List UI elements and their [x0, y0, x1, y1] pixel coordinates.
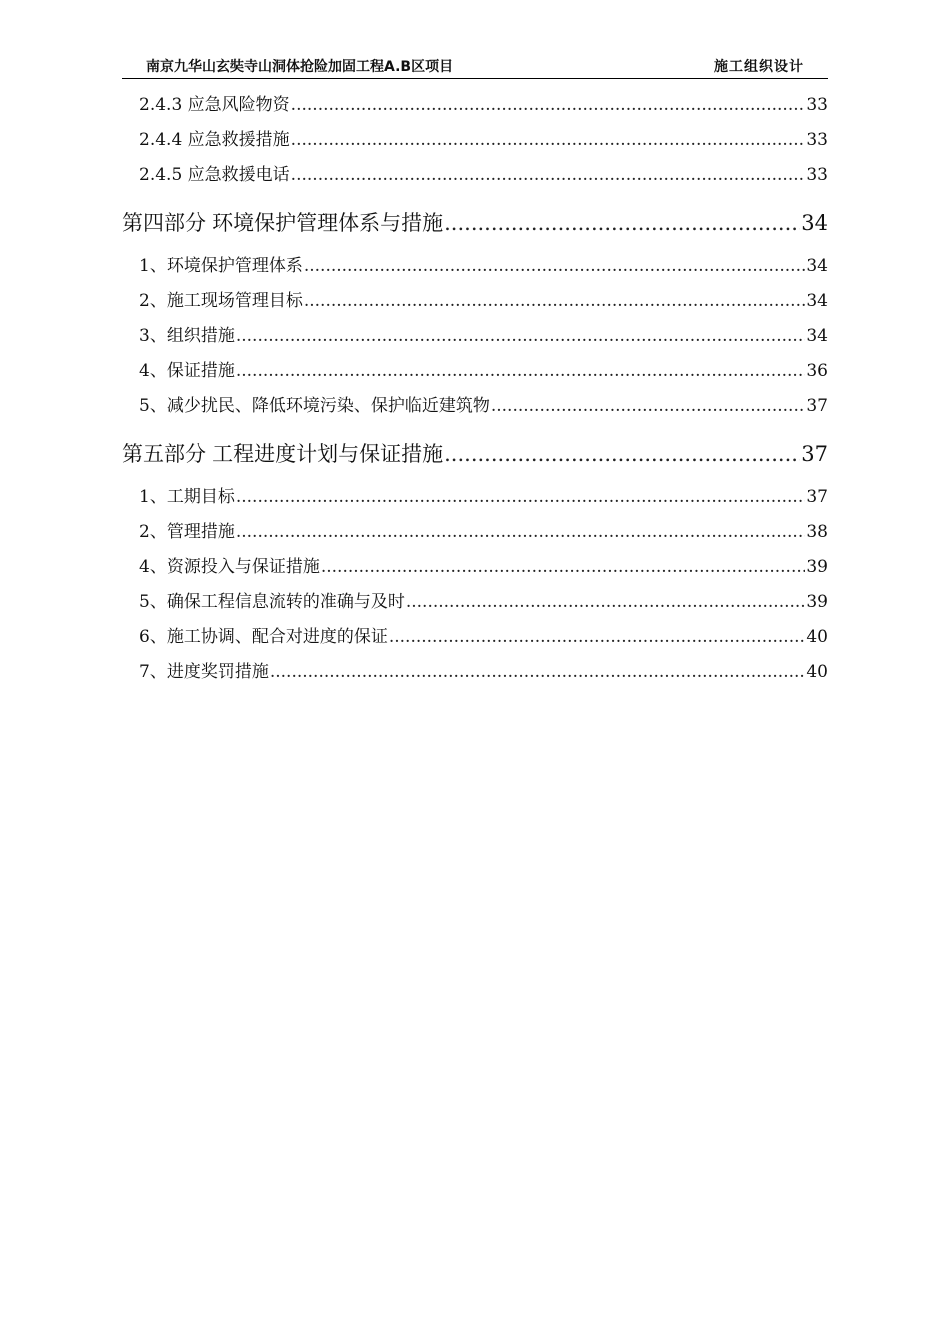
toc-entry[interactable] — [122, 389, 828, 424]
toc-entry[interactable] — [122, 515, 828, 550]
toc-entry[interactable] — [122, 655, 828, 690]
toc-entry-page: 33 — [806, 130, 828, 150]
toc-entry[interactable] — [122, 550, 828, 585]
toc-leader-dots — [236, 319, 806, 354]
toc-leader-dots — [236, 354, 806, 389]
toc-leader-dots — [444, 203, 800, 243]
toc-entry-title: 2.4.4 应急救援措施 — [139, 130, 290, 150]
toc-entry-page: 38 — [806, 522, 828, 542]
toc-entry-title: 2.4.3 应急风险物资 — [139, 95, 290, 115]
toc-leader-dots — [304, 284, 806, 319]
toc-entry-title: 2、施工现场管理目标 — [139, 291, 303, 311]
toc-entry-page: 39 — [806, 592, 828, 612]
toc-part-number: 第四部分 — [122, 211, 206, 235]
toc-entry-page: 33 — [806, 95, 828, 115]
page-header — [122, 56, 828, 79]
toc-entry-page: 34 — [806, 291, 828, 311]
toc-part-heading[interactable] — [122, 203, 828, 243]
toc-entry[interactable] — [122, 480, 828, 515]
toc-leader-dots — [444, 434, 800, 474]
toc-entry[interactable] — [122, 319, 828, 354]
toc-entry-page: 37 — [806, 487, 828, 507]
toc-entry-title: 2.4.5 应急救援电话 — [139, 165, 290, 185]
toc-entry-page: 37 — [806, 396, 828, 416]
toc-entry[interactable] — [122, 158, 828, 193]
toc-entry-title: 5、减少扰民、降低环境污染、保护临近建筑物 — [139, 396, 490, 416]
toc-leader-dots — [236, 480, 806, 515]
toc-leader-dots — [389, 620, 806, 655]
toc-part-title: 环境保护管理体系与措施 — [212, 211, 444, 235]
toc-entry-page: 40 — [806, 662, 828, 682]
toc-entry-title: 7、进度奖罚措施 — [139, 662, 269, 682]
toc-entry-page: 34 — [806, 256, 828, 276]
toc-entry-page: 40 — [806, 627, 828, 647]
toc-entry-title: 2、管理措施 — [139, 522, 235, 542]
toc-entry-page: 36 — [806, 361, 828, 381]
toc-entry-title: 4、保证措施 — [139, 361, 235, 381]
toc-entry-title: 5、确保工程信息流转的准确与及时 — [139, 592, 405, 612]
toc-leader-dots — [236, 515, 806, 550]
toc-entry-title: 6、施工协调、配合对进度的保证 — [139, 627, 388, 647]
toc-part-number: 第五部分 — [122, 442, 206, 466]
table-of-contents — [122, 88, 828, 690]
toc-entry[interactable] — [122, 88, 828, 123]
toc-leader-dots — [291, 123, 806, 158]
toc-leader-dots — [491, 389, 806, 424]
toc-entry[interactable] — [122, 354, 828, 389]
toc-entry-page: 39 — [806, 557, 828, 577]
toc-entry[interactable] — [122, 123, 828, 158]
header-document-type: 施工组织设计 — [714, 59, 804, 75]
toc-entry[interactable] — [122, 620, 828, 655]
toc-entry[interactable] — [122, 585, 828, 620]
toc-part-heading[interactable] — [122, 434, 828, 474]
toc-leader-dots — [304, 249, 806, 284]
toc-leader-dots — [291, 88, 806, 123]
toc-part-title: 工程进度计划与保证措施 — [212, 442, 444, 466]
toc-entry-title: 4、资源投入与保证措施 — [139, 557, 320, 577]
toc-entry-title: 1、环境保护管理体系 — [139, 256, 303, 276]
toc-leader-dots — [270, 655, 806, 690]
toc-leader-dots — [291, 158, 806, 193]
toc-leader-dots — [321, 550, 806, 585]
toc-entry[interactable] — [122, 249, 828, 284]
toc-entry-page: 34 — [806, 326, 828, 346]
toc-entry-title: 3、组织措施 — [139, 326, 235, 346]
toc-entry-title: 1、工期目标 — [139, 487, 235, 507]
header-project-title: 南京九华山玄奘寺山洞体抢险加固工程A.B区项目 — [146, 59, 454, 75]
toc-part-page: 37 — [801, 442, 828, 466]
toc-entry-page: 33 — [806, 165, 828, 185]
toc-part-page: 34 — [801, 211, 828, 235]
toc-leader-dots — [406, 585, 806, 620]
toc-entry[interactable] — [122, 284, 828, 319]
